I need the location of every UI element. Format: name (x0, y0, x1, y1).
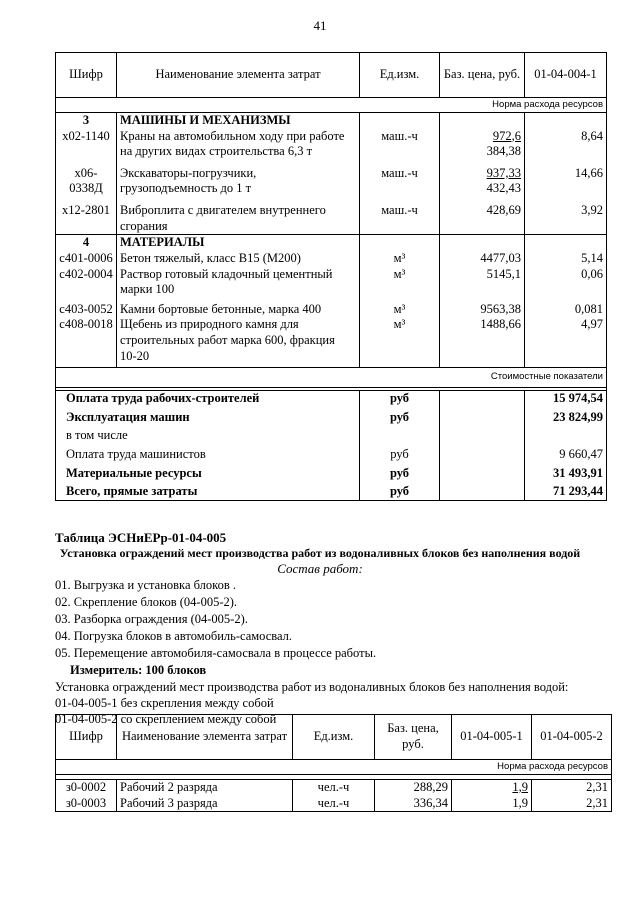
row-price: 972,6 (492, 128, 521, 143)
cost-row (56, 391, 607, 407)
table-row (56, 298, 607, 318)
row-value: 3,92 (525, 197, 607, 235)
row-price-2: 384,38 (486, 144, 521, 159)
row-name: Камни бортовые бетонные, марка 400 (117, 298, 360, 318)
row-code: х12-2801 (56, 197, 117, 235)
cost-label: Стоимостные показатели (56, 368, 607, 388)
section-number: 4 (56, 235, 117, 251)
row-name: Рабочий 3 разряда (117, 796, 293, 812)
cost-unit: руб (360, 391, 440, 407)
header-col: 01-04-004-1 (525, 53, 607, 98)
row-name: Краны на автомобильном ходу при работе (120, 128, 345, 143)
table-row (56, 796, 612, 812)
table-subtitle: Установка ограждений мест производства работ из водоналивных блоков без наполнения водой (59, 546, 581, 560)
row-unit: чел.-ч (293, 779, 375, 795)
list-item: 05. Перемещение автомобиля-самосвала в процессе работы. (55, 646, 377, 660)
row-name: Бетон тяжелый, класс В15 (М200) (117, 251, 360, 267)
section-row (56, 112, 607, 128)
header-unit: Ед.изм. (293, 715, 375, 760)
row-price: 288,29 (375, 779, 452, 795)
list-item: 02. Скрепление блоков (04-005-2). (55, 595, 238, 609)
row-name: на других видах строительства 6,3 т (120, 144, 313, 159)
cost-name: Оплата труда машинистов (56, 444, 360, 463)
row-value: 0,06 (525, 267, 607, 298)
row-value-1: 1,9 (452, 779, 532, 795)
row-name: Рабочий 2 разряда (117, 779, 293, 795)
row-value-2: 2,31 (532, 796, 612, 812)
row-name: Виброплита с двигателем внутреннего (120, 203, 326, 217)
cost-unit: руб (360, 407, 440, 426)
row-code: х02-1140 (56, 129, 117, 160)
list-item: 03. Разборка ограждения (04-005-2). (55, 612, 248, 626)
header-price: Баз. цена, руб. (375, 715, 452, 760)
row-price: 428,69 (440, 197, 525, 235)
table-row (56, 129, 607, 160)
cost-name: Эксплуатация машин (56, 407, 360, 426)
row-unit: м³ (360, 251, 440, 267)
row-price: 5145,1 (440, 267, 525, 298)
list-item: 01. Выгрузка и установка блоков . (55, 578, 236, 592)
page-number: 41 (313, 18, 327, 33)
row-name: 10-20 (120, 348, 150, 363)
work-list (55, 577, 376, 662)
cost-row (56, 444, 607, 463)
table-title: Таблица ЭСНиЕРр-01-04-005 (55, 530, 227, 545)
row-price: 336,34 (375, 796, 452, 812)
section-row (56, 235, 607, 251)
cost-value: 23 824,99 (525, 407, 607, 426)
row-unit: маш.-ч (360, 197, 440, 235)
row-price: 1488,66 (440, 317, 525, 367)
row-value: 8,64 (525, 129, 607, 160)
header-unit: Ед.изм. (360, 53, 440, 98)
list-item: 04. Погрузка блоков в автомобиль-самосвал. (55, 629, 293, 643)
table-header-row (56, 715, 612, 760)
row-code: с403-0052 (56, 298, 117, 318)
row-price: 4477,03 (440, 251, 525, 267)
cost-value: 31 493,91 (525, 463, 607, 482)
row-name: грузоподъемность до 1 т (120, 181, 252, 196)
header-name: Наименование элемента затрат (117, 53, 360, 98)
cost-name: в том числе (56, 425, 360, 444)
cost-row (56, 463, 607, 482)
cost-value: 15 974,54 (525, 391, 607, 407)
header-price: Баз. цена, руб. (440, 53, 525, 98)
header-col2: 01-04-005-2 (532, 715, 612, 760)
row-name: сгорания (120, 218, 168, 233)
row-code: з0-0002 (56, 779, 117, 795)
resource-table-01-04-004 (55, 52, 607, 501)
table-row (56, 779, 612, 795)
row-value: 0,081 (525, 298, 607, 318)
cost-row (56, 481, 607, 500)
table-row (56, 251, 607, 267)
row-code: с402-0004 (56, 267, 117, 298)
meter: Измеритель: 100 блоков (70, 663, 207, 677)
row-code: с408-0018 (56, 317, 117, 367)
row-unit: м³ (360, 267, 440, 298)
table-row (56, 267, 607, 298)
section-name: МАТЕРИАЛЫ (117, 235, 360, 251)
row-value: 4,97 (525, 317, 607, 367)
table-header-row (56, 53, 607, 98)
header-col1: 01-04-005-1 (452, 715, 532, 760)
row-unit: маш.-ч (360, 129, 440, 160)
cost-row (56, 425, 607, 444)
row-name: марки 100 (120, 282, 175, 297)
row-unit: м³ (360, 317, 440, 367)
header-code: Шифр (56, 53, 117, 98)
norm-label: Норма расхода ресурсов (56, 98, 607, 113)
row-unit: чел.-ч (293, 796, 375, 812)
section-number: 3 (56, 112, 117, 128)
variant: 01-04-005-1 без скрепления между собой (55, 696, 274, 710)
section-name: МАШИНЫ И МЕХАНИЗМЫ (117, 112, 360, 128)
header-code: Шифр (56, 715, 117, 760)
header-name: Наименование элемента затрат (117, 715, 293, 760)
row-name: Щебень из природного камня для (120, 317, 299, 332)
variant: 01-04-005-2 со скреплением между собой (55, 712, 277, 726)
row-price-2: 432,43 (486, 181, 521, 196)
row-unit: маш.-ч (360, 160, 440, 197)
row-value-2: 2,31 (532, 779, 612, 795)
work-title: Состав работ: (277, 561, 363, 576)
cost-unit: руб (360, 463, 440, 482)
cost-value: 9 660,47 (525, 444, 607, 463)
row-unit: м³ (360, 298, 440, 318)
cost-row (56, 407, 607, 426)
row-name: Экскаваторы-погрузчики, (120, 165, 257, 180)
table-row (56, 160, 607, 197)
cost-unit: руб (360, 481, 440, 500)
row-value-1: 1,9 (452, 796, 532, 812)
cost-unit: руб (360, 444, 440, 463)
cost-name: Материальные ресурсы (56, 463, 360, 482)
row-name: Раствор готовый кладочный цементный (120, 266, 333, 281)
cost-value: 71 293,44 (525, 481, 607, 500)
resource-table-01-04-005 (55, 714, 612, 812)
cost-name: Оплата труда рабочих-строителей (56, 391, 360, 407)
row-name: строительных работ марка 600, фракция (120, 333, 335, 347)
norm-label: Норма расхода ресурсов (56, 760, 612, 775)
row-code: з0-0003 (56, 796, 117, 812)
row-value: 14,66 (525, 160, 607, 197)
table-row (56, 197, 607, 235)
row-code: х06-0338Д (56, 160, 117, 197)
row-code: с401-0006 (56, 251, 117, 267)
description-text: Установка ограждений мест производства работ из водоналивных блоков без наполнения водой: (55, 680, 569, 694)
table-row (56, 317, 607, 367)
row-value: 5,14 (525, 251, 607, 267)
row-price: 937,33 (486, 165, 521, 180)
row-price: 9563,38 (440, 298, 525, 318)
cost-name: Всего, прямые затраты (56, 481, 360, 500)
